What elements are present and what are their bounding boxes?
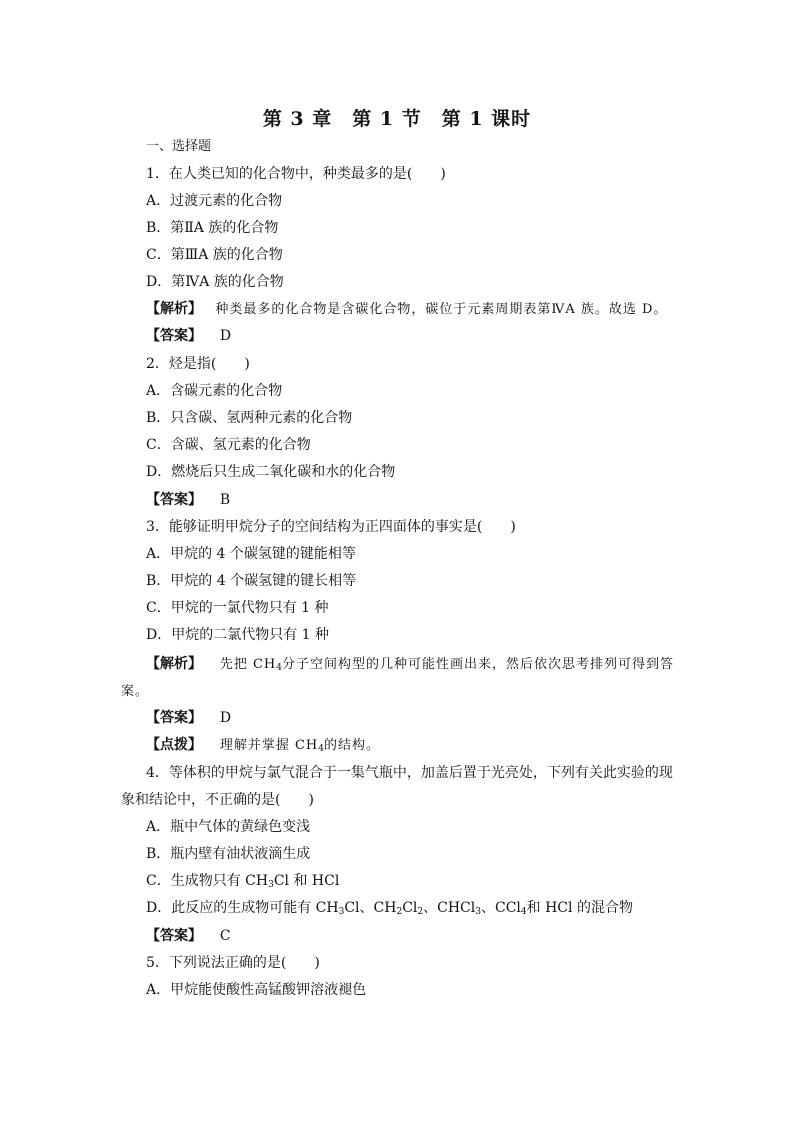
q3-stem: 3．能够证明甲烷分子的空间结构为正四面体的事实是( )	[146, 519, 516, 535]
q4-option-c	[146, 871, 339, 891]
option-subscript: 3	[338, 907, 345, 917]
tip-text-pre: 理解并掌握 CH	[219, 738, 319, 753]
q1-option-d: D．第ⅣA 族的化合物	[146, 274, 284, 290]
answer-value: C	[219, 928, 231, 944]
q5-option-a: A．甲烷能使酸性高锰酸钾溶液褪色	[146, 982, 367, 998]
q3-analysis-cont	[121, 681, 149, 702]
option-subscript: 2	[396, 907, 403, 917]
q3-tip	[146, 735, 380, 756]
q1-answer	[146, 326, 231, 346]
answer-value: D	[219, 710, 232, 726]
q2-option-c: C．含碳、氢元素的化合物	[146, 437, 311, 453]
option-text-part: 、CCl	[481, 900, 521, 916]
option-text-post: Cl 和 HCl	[273, 873, 340, 889]
q4-option-d	[146, 898, 633, 918]
q4-option-a: A．瓶中气体的黄绿色变浅	[146, 819, 311, 835]
q1-option-c: C．第ⅢA 族的化合物	[146, 247, 283, 263]
analysis-text-cont: 案。	[121, 684, 150, 699]
tip-subscript: 4	[318, 744, 324, 754]
q1-option-a: A．过渡元素的化合物	[146, 193, 283, 209]
q5-stem: 5．下列说法正确的是( )	[146, 955, 320, 971]
q2-option-b: B．只含碳、氢两种元素的化合物	[146, 410, 353, 426]
option-subscript: 3	[475, 907, 481, 917]
q4-stem-line1: 4．等体积的甲烷与氯气混合于一集气瓶中，加盖后置于光亮处，下列有关此实验的现	[146, 765, 673, 781]
q1-analysis	[146, 299, 667, 320]
q2-stem: 2．烃是指( )	[146, 356, 250, 372]
q4-option-b: B．瓶内壁有油状液滴生成	[146, 846, 311, 862]
option-subscript: 2	[417, 907, 424, 917]
option-text-part: Cl	[402, 900, 418, 916]
page-title: 第 3 章 第 1 节 第 1 课时	[262, 108, 532, 130]
option-text-pre: C．生成物只有 CH	[146, 873, 269, 889]
option-text-part: 和 HCl 的混合物	[526, 900, 633, 916]
q4-answer	[146, 926, 231, 946]
q1-stem: 1．在人类已知的化合物中，种类最多的是( )	[146, 166, 446, 182]
tip-label: 【点拨】	[146, 737, 202, 753]
q3-option-a: A．甲烷的 4 个碳氢键的键能相等	[146, 546, 356, 562]
q3-option-b: B．甲烷的 4 个碳氢键的键长相等	[146, 573, 357, 589]
answer-value: B	[219, 492, 231, 508]
answer-label: 【答案】	[146, 328, 202, 344]
q3-option-c: C．甲烷的一氯代物只有 1 种	[146, 600, 329, 616]
answer-value: D	[219, 328, 232, 344]
analysis-text: 种类最多的化合物是含碳化合物，碳位于元素周期表第ⅣA 族。故选 D。	[215, 302, 668, 317]
q3-option-d: D．甲烷的二氯代物只有 1 种	[146, 627, 330, 643]
answer-label: 【答案】	[146, 710, 202, 726]
option-subscript: 4	[520, 907, 527, 917]
q2-option-a: A．含碳元素的化合物	[146, 383, 283, 399]
analysis-text-post: 分子空间构型的几种可能性画出来，然后依次思考排列可得到答	[281, 657, 674, 672]
analysis-label: 【解析】	[146, 301, 202, 317]
analysis-text-pre: 先把 CH	[219, 657, 277, 672]
option-subscript: 3	[268, 880, 274, 890]
analysis-label: 【解析】	[146, 656, 202, 672]
tip-text-post: 的结构。	[323, 738, 380, 753]
option-text-part: D．此反应的生成物可能有 CH	[146, 900, 339, 916]
analysis-subscript: 4	[276, 663, 282, 673]
section-heading: 一、选择题	[146, 139, 212, 154]
q4-stem-line2: 象和结论中，不正确的是( )	[121, 792, 314, 808]
option-text-part: 、CHCl	[423, 900, 476, 916]
q3-analysis	[146, 654, 674, 675]
q3-answer	[146, 708, 231, 728]
answer-label: 【答案】	[146, 928, 202, 944]
q1-option-b: B．第ⅡA 族的化合物	[146, 220, 279, 236]
q2-answer	[146, 490, 230, 510]
answer-label: 【答案】	[146, 492, 202, 508]
option-text-part: Cl、CH	[344, 900, 397, 916]
q2-option-d: D．燃烧后只生成二氧化碳和水的化合物	[146, 464, 396, 480]
